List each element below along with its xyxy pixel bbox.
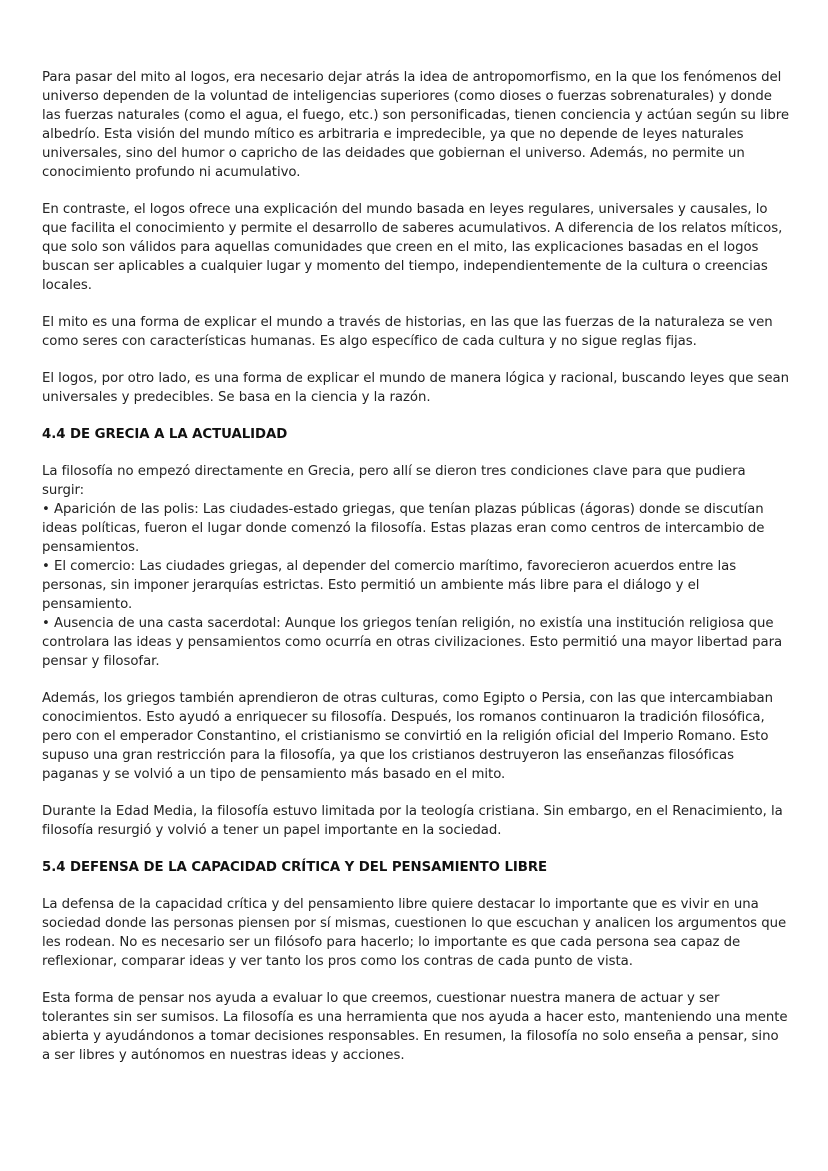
paragraph-mito-definition: El mito es una forma de explicar el mundo a través de historias, en las que las fuerzas de la naturaleza se ven como seres con características humanas. Es algo específico de cada cultura y no sigue reglas fijas. (42, 315, 773, 349)
paragraph-edad-media: Durante la Edad Media, la filosofía estuvo limitada por la teología cristiana. Sin embargo, en el Renacimiento, la filosofía resurgió y volvió a tener un papel importante en la sociedad. (42, 804, 783, 838)
document-page (42, 68, 790, 1083)
bullet-casta-sacerdotal: • Ausencia de una casta sacerdotal: Aunque los griegos tenían religión, no existía una institución religiosa que controlara las ideas y pensamientos como ocurría en otras civilizaciones. Esto permitió una mayor libertad para pensar y filosofar. (42, 616, 783, 669)
paragraph-griegos-romanos: Además, los griegos también aprendieron de otras culturas, como Egipto o Persia, con las que intercambiaban conocimientos. Esto ayudó a enriquecer su filosofía. Después, los romanos continuaron la tradición filosófica, pero con el emperador Constantino, el cristianismo se convirtió en la religión oficial del Imperio Romano. Esto supuso una gran restricción para la filosofía, ya que los cristianos destruyeron las enseñanzas filosóficas paganas y se volvió a un tipo de pensamiento más basado en el mito. (42, 691, 773, 782)
conditions-intro: La filosofía no empezó directamente en Grecia, pero allí se dieron tres condiciones clave para que pudiera surgir: (42, 464, 746, 498)
bullet-polis: • Aparición de las polis: Las ciudades-estado griegas, que tenían plazas públicas (ágoras) donde se discutían ideas políticas, fueron el lugar donde comenzó la filosofía. Estas plazas eran como centros de intercambio de pensamientos. (42, 502, 765, 555)
paragraph-capacidad-critica: La defensa de la capacidad crítica y del pensamiento libre quiere destacar lo importante que es vivir en una sociedad donde las personas piensen por sí mismas, cuestionen lo que escuchan y analicen los argumentos que les rodean. No es necesario ser un filósofo para hacerlo; lo importante es que cada persona sea capaz de reflexionar, comparar ideas y ver tanto los pros como los contras de cada punto de vista. (42, 897, 787, 969)
section-heading-4-4: 4.4 DE GRECIA A LA ACTUALIDAD (42, 427, 288, 442)
paragraph-mito-logos-1: Para pasar del mito al logos, era necesario dejar atrás la idea de antropomorfismo, en la que los fenómenos del universo dependen de la voluntad de inteligencias superiores (como dioses o fuerzas sobrenaturales) y donde las fuerzas naturales (como el agua, el fuego, etc.) son personificadas, tienen conciencia y actúan según su libre albedrío. Esta visión del mundo mítico es arbitraria e impredecible, ya que no depende de leyes naturales universales, sino del humor o capricho de las deidades que gobiernan el universo. Además, no permite un conocimiento profundo ni acumulativo. (42, 70, 790, 180)
bullet-comercio: • El comercio: Las ciudades griegas, al depender del comercio marítimo, favorecieron acuerdos entre las personas, sin imponer jerarquías estrictas. Esto permitió un ambiente más libre para el diálogo y el pensamiento. (42, 559, 737, 612)
paragraph-logos-definition: El logos, por otro lado, es una forma de explicar el mundo de manera lógica y racional, buscando leyes que sean universales y predecibles. Se basa en la ciencia y la razón. (42, 371, 790, 405)
paragraph-forma-de-pensar: Esta forma de pensar nos ayuda a evaluar lo que creemos, cuestionar nuestra manera de actuar y ser tolerantes sin ser sumisos. La filosofía es una herramienta que nos ayuda a hacer esto, manteniendo una mente abierta y ayudándonos a tomar decisiones responsables. En resumen, la filosofía no solo enseña a pensar, sino a ser libres y autónomos en nuestras ideas y acciones. (42, 991, 788, 1063)
section-4-4-conditions (42, 462, 790, 671)
section-heading-5-4: 5.4 DEFENSA DE LA CAPACIDAD CRÍTICA Y DEL PENSAMIENTO LIBRE (42, 860, 548, 875)
paragraph-mito-logos-2: En contraste, el logos ofrece una explicación del mundo basada en leyes regulares, universales y causales, lo que facilita el conocimiento y permite el desarrollo de saberes acumulativos. A diferencia de los relatos míticos, que solo son válidos para aquellas comunidades que creen en el mito, las explicaciones basadas en el logos buscan ser aplicables a cualquier lugar y momento del tiempo, independientemente de la cultura o creencias locales. (42, 202, 783, 293)
